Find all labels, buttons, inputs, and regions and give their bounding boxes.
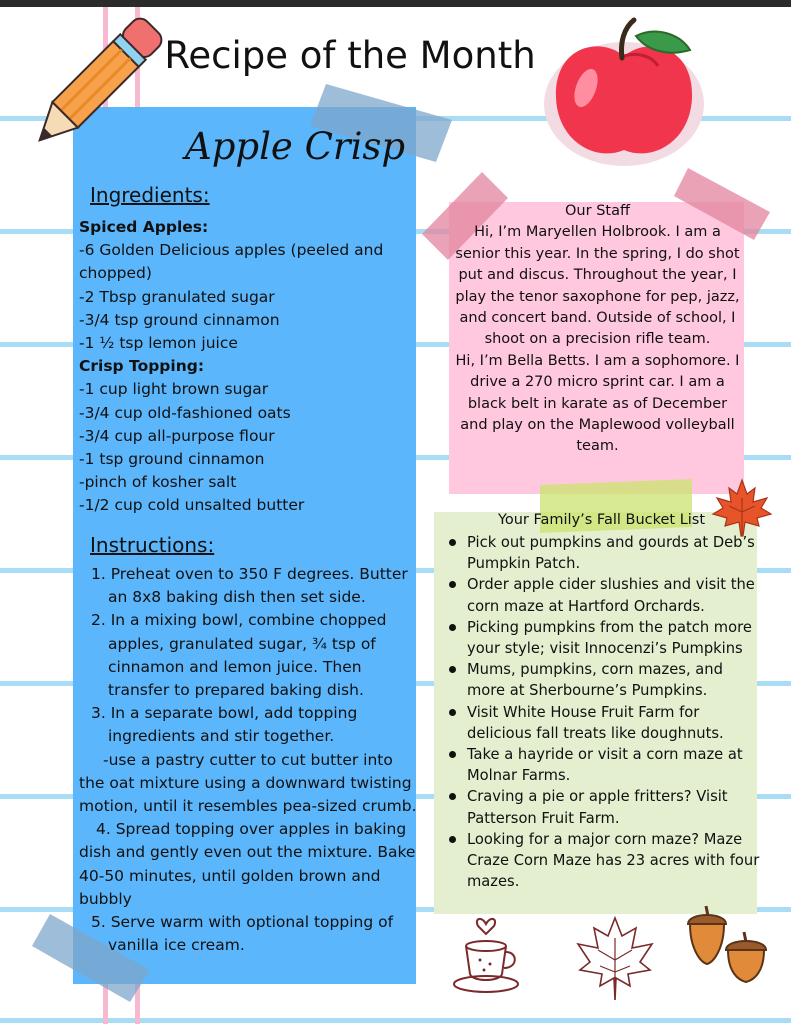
leaf-outline-icon [574,914,656,1004]
ingredients-heading: Ingredients: [90,183,210,207]
instructions-list [79,563,422,957]
ingredients-list [79,216,414,518]
list-item: Mums, pumpkins, corn mazes, and more at Sherbourne’s Pumpkins. [445,659,765,701]
ingredient-item: -3/4 cup all-purpose flour [79,426,275,445]
ingredient-item: -3/4 tsp ground cinnamon [79,310,280,329]
list-item: Pick out pumpkins and gourds at Deb’s Pumpkin Patch. [445,532,765,574]
staff-bio: Hi, I’m Bella Betts. I am a sophomore. I drive a 270 micro sprint car. I am a black belt in karate as of December and play on the Maplewood volleyball team. [455,352,740,455]
instruction-step: 5. Serve warm with optional topping of vanilla ice cream. [91,913,394,955]
pencil-icon [14,12,170,164]
ingredient-item: -6 Golden Delicious apples (peeled and chopped) [79,241,384,283]
bucket-list [445,532,765,892]
instruction-step: 2. In a mixing bowl, combine chopped apples, granulated sugar, ¾ tsp of cinnamon and lemon juice. Then transfer to prepared baking dish. [91,611,387,700]
staff-bio: Hi, I’m Maryellen Holbrook. I am a senior this year. In the spring, I do shot put and discus. Throughout the year, I play the tenor saxophone for pep, jazz, and concert band. Outside of school, I shoot on a precision rifle team. [455,224,740,348]
list-item: Craving a pie or apple fritters? Visit Patterson Fruit Farm. [445,786,765,828]
acorn-icon [680,902,772,984]
ingredient-item: -3/4 cup old-fashioned oats [79,403,291,422]
instruction-step: -use a pastry cutter to cut butter into the oat mixture using a downward twisting motion, until it resembles pea-sized crumb. [79,750,417,816]
ingredient-subheading: Spiced Apples: [79,218,209,236]
ingredient-item: -2 Tbsp granulated sugar [79,287,275,306]
instruction-step: 1. Preheat oven to 350 F degrees. Butter an 8x8 baking dish then set side. [91,565,408,607]
ingredient-subheading: Crisp Topping: [79,357,205,376]
notebook-line [0,1018,791,1023]
recipe-title: Apple Crisp [185,125,406,168]
list-item: Looking for a major corn maze? Maze Craze Corn Maze has 23 acres with four mazes. [445,829,765,893]
maple-leaf-icon [711,478,773,538]
ingredient-item: -pinch of kosher salt [79,473,237,492]
staff-heading: Our Staff [565,203,630,219]
instructions-heading: Instructions: [90,533,215,557]
staff-section [455,201,740,458]
ingredient-item: -1 cup light brown sugar [79,380,269,399]
instruction-step: 3. In a separate bowl, add topping ingredients and stir together. [91,704,358,746]
coffee-cup-icon [446,908,526,1000]
page-title: Recipe of the Month [164,34,536,77]
list-item: Visit White House Fruit Farm for delicious fall treats like doughnuts. [445,702,765,744]
bucket-list-heading: Your Family’s Fall Bucket List [497,512,706,528]
ingredient-item: -1 ½ tsp lemon juice [79,334,238,353]
list-item: Order apple cider slushies and visit the corn maze at Hartford Orchards. [445,574,765,616]
list-item: Picking pumpkins from the patch more your style; visit Innocenzi’s Pumpkins [445,617,765,659]
apple-icon [540,6,710,168]
list-item: Take a hayride or visit a corn maze at Molnar Farms. [445,744,765,786]
ingredient-item: -1 tsp ground cinnamon [79,450,265,469]
ingredient-item: -1/2 cup cold unsalted butter [79,496,305,515]
instruction-step: 4. Spread topping over apples in baking dish and gently even out the mixture. Bake 40-50 minutes, until golden brown and bubbly [79,820,416,908]
